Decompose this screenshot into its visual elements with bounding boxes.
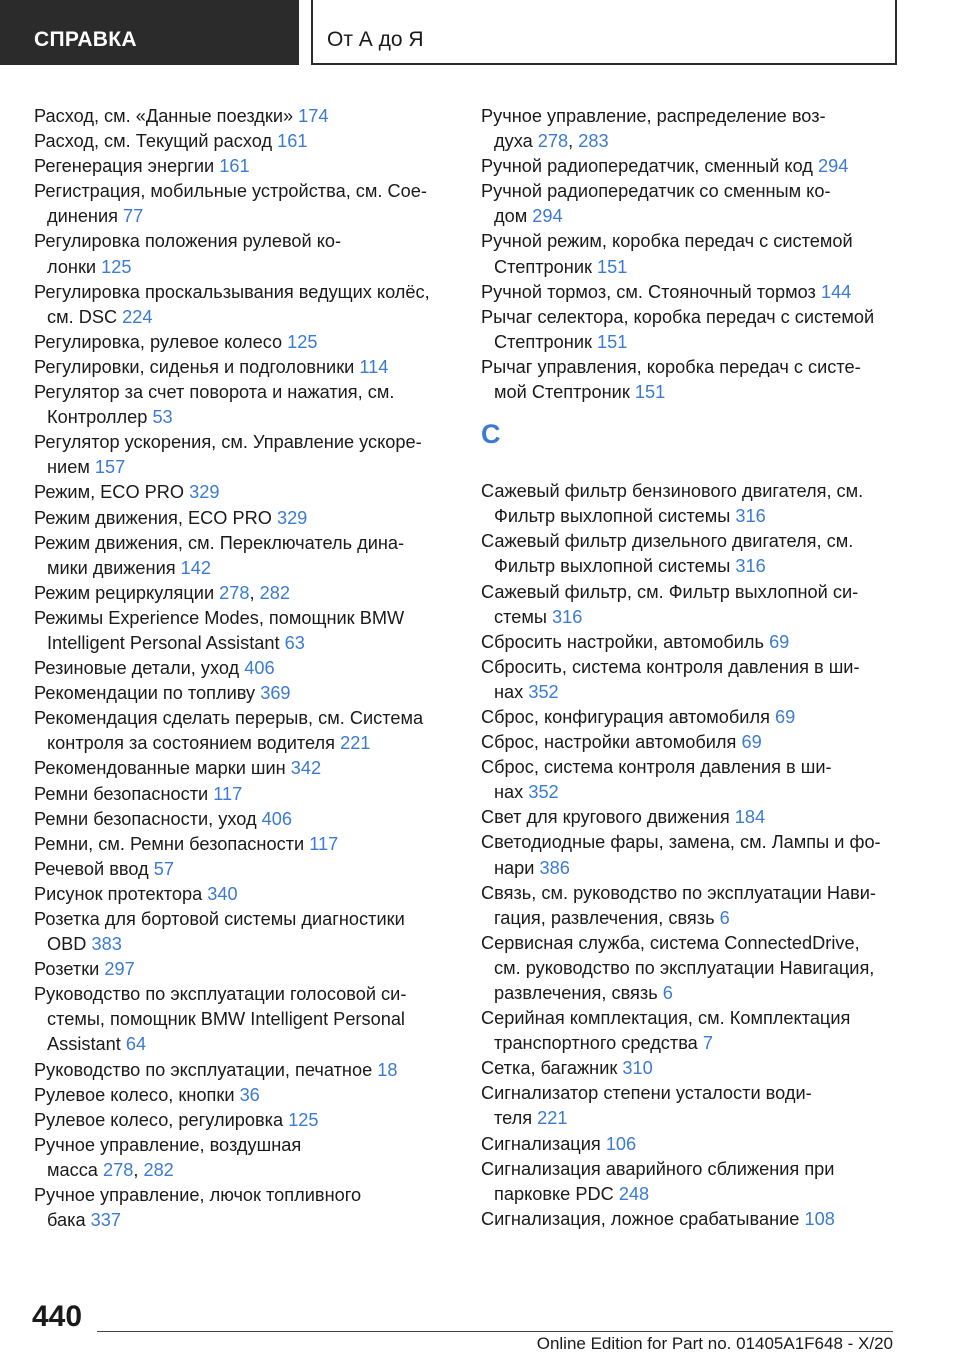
index-entry-text: Assistant [47, 1034, 121, 1055]
page-reference-link[interactable]: 337 [90, 1210, 122, 1231]
index-entry [481, 805, 901, 830]
index-entry-text: Руководство по эксплуатации голосовой си- [34, 984, 407, 1005]
index-entry [34, 656, 454, 681]
index-entry [481, 1207, 901, 1232]
index-entry [34, 706, 454, 756]
index-entry [34, 280, 454, 330]
index-entry-text: Ручное управление, воздушная [34, 1134, 302, 1155]
page-reference-link[interactable]: 386 [539, 857, 570, 878]
index-entry-text: Сбросить настройки, автомобиль [481, 631, 764, 652]
page-reference-link[interactable]: 406 [261, 808, 293, 829]
index-entry-text: Сброс, конфигурация автомобиля [481, 706, 770, 727]
index-entry [481, 154, 901, 179]
index-entry-text: Регулировка положения рулевой ко- [34, 231, 342, 252]
page-reference-link[interactable]: 282 [143, 1159, 174, 1180]
index-entry [481, 355, 901, 405]
index-entry-text: мой Стептроник [494, 382, 630, 403]
page-reference-link[interactable]: 184 [734, 807, 766, 828]
page-reference-link[interactable]: 248 [618, 1183, 650, 1204]
index-entry: Ручное управление, воздушная масса 278, 282 [34, 1134, 302, 1180]
index-entry [34, 907, 454, 957]
page-reference-link[interactable]: 278 [537, 131, 569, 152]
index-entry-text: Регулировки, сиденья и подголовники [34, 356, 355, 377]
index-entry-text: Режим движения, см. Переключатель дина- [34, 532, 405, 553]
index-entry [34, 154, 454, 179]
page-reference-link[interactable]: 278 [102, 1159, 134, 1180]
page-reference-link[interactable]: 294 [817, 156, 849, 177]
index-entry-text: Ручной радиопередатчик со сменным ко- [481, 181, 831, 202]
index-entry-text: лонки [47, 256, 97, 277]
page-reference-link[interactable]: 278 [219, 582, 250, 603]
index-entry-text: Рулевое колесо, регулировка [34, 1109, 284, 1130]
index-entry-text: Сброс, система контроля давления в ши- [481, 757, 832, 778]
index-entry [34, 857, 454, 882]
index-entry-text: Ремни безопасности, уход [34, 808, 257, 829]
page-reference-link[interactable]: 224 [122, 306, 153, 327]
index-entry-text: Контроллер [47, 407, 148, 428]
index-entry [481, 580, 901, 630]
page-reference-link[interactable]: 340 [207, 883, 238, 904]
index-entry-text: Регулировка проскальзывания ведущих колёс, [34, 281, 430, 302]
index-entry [34, 1183, 454, 1233]
index-entry-text: Стептроник [494, 331, 592, 352]
index-entry-text: духа [494, 131, 533, 152]
index-entry-text: Intelligent Personal Assistant [47, 632, 280, 653]
index-entry-text: нием [47, 457, 90, 478]
header-subsection-title: От А до Я [327, 28, 424, 51]
index-entry-text: дом [494, 206, 528, 227]
index-entry-text: динения [47, 206, 118, 227]
index-entry-text: Регулятор за счет поворота и нажатия, см. [34, 382, 395, 403]
index-entry [34, 982, 454, 1057]
page-reference-link[interactable]: 117 [309, 833, 339, 854]
page-reference-link[interactable]: 161 [219, 156, 250, 177]
index-entry [34, 832, 454, 857]
index-entry [34, 104, 454, 129]
page-reference-link[interactable]: 108 [804, 1208, 835, 1229]
index-entry [481, 179, 901, 229]
index-entry [34, 807, 454, 832]
index-entry-text: парковке PDC [494, 1183, 614, 1204]
index-entry [34, 229, 454, 279]
page-reference-link[interactable]: 69 [775, 706, 796, 727]
index-entry-text: Ручной режим, коробка передач с системой [481, 231, 853, 252]
index-entry [481, 830, 901, 880]
index-entry-text: Резиновые детали, уход [34, 658, 240, 679]
index-entry-text: Режимы Experience Modes, помощник BMW [34, 607, 405, 628]
footer-divider [97, 1331, 893, 1332]
index-entry [481, 229, 901, 279]
index-entry-text: Фильтр выхлопной системы [494, 556, 731, 577]
index-entry-text: Серийная комплектация, см. Комплектация [481, 1008, 851, 1029]
page-reference-link[interactable]: 63 [284, 632, 305, 653]
page-reference-link[interactable]: 142 [180, 557, 212, 578]
index-entry [34, 782, 454, 807]
index-entry [34, 531, 454, 581]
page-reference-link[interactable]: 36 [239, 1084, 260, 1105]
index-entry-text: Рекомендованные марки шин [34, 758, 286, 779]
index-entry [34, 681, 454, 706]
index-entry-text: Ручной радиопередатчик, сменный код [481, 156, 813, 177]
page-reference-link[interactable]: 114 [359, 356, 389, 377]
index-entry-text: нари [494, 857, 535, 878]
index-entry [481, 1006, 901, 1056]
index-entry-text: Сигнализация, ложное срабатывание [481, 1208, 800, 1229]
page-reference-link[interactable]: 282 [259, 582, 290, 603]
page-reference-link[interactable]: 383 [91, 934, 122, 955]
index-entry-text: Режим, ECO PRO [34, 482, 185, 503]
page-reference-link[interactable]: 329 [276, 507, 308, 528]
index-entry [34, 882, 454, 907]
index-column-right [481, 104, 901, 1232]
index-entry-text: см. DSC [47, 306, 118, 327]
page-reference-link[interactable]: 221 [537, 1108, 568, 1129]
index-entry-text: Расход, см. Текущий расход [34, 131, 273, 152]
index-entry-text: Сброс, настройки автомобиля [481, 732, 737, 753]
page-reference-link[interactable]: 294 [532, 206, 563, 227]
page-reference-link[interactable]: 57 [153, 858, 174, 879]
index-entry-text: Рычаг управления, коробка передач с систе- [481, 356, 861, 377]
index-entry-text: Рулевое колесо, кнопки [34, 1084, 235, 1105]
index-entry-text: Связь, см. руководство по эксплуатации Нави- [481, 882, 876, 903]
index-entry [481, 305, 901, 355]
page-reference-link[interactable]: 283 [578, 131, 609, 152]
index-entry [34, 430, 454, 480]
page-reference-link[interactable]: 125 [287, 331, 318, 352]
page-reference-link[interactable]: 64 [125, 1034, 147, 1055]
index-entry: Ручное управление, распределение воз- духа 278, 283 [481, 106, 826, 152]
header-section-tab [0, 0, 299, 65]
page-reference-link[interactable]: 69 [769, 631, 790, 652]
index-entry-text: нах [494, 681, 524, 702]
index-entry [34, 129, 454, 154]
index-entry-text: Регенерация энергии [34, 156, 215, 177]
page-reference-link[interactable]: 125 [101, 256, 132, 277]
index-entry-text: Рычаг селектора, коробка передач с системой [481, 306, 875, 327]
index-entry-text: Сажевый фильтр дизельного двигателя, см. [481, 531, 854, 552]
index-entry-text: контроля за состоянием водителя [47, 733, 336, 754]
index-entry-text: Рисунок протектора [34, 883, 203, 904]
index-entry-text: Светодиодные фары, замена, см. Лампы и фо- [481, 832, 881, 853]
index-entry-text: Режим рециркуляции [34, 582, 215, 603]
index-entry [481, 630, 901, 655]
index-entry-text: бака [47, 1210, 86, 1231]
index-entry-text: Ремни, см. Ремни безопасности [34, 833, 305, 854]
index-entry-text: Ручное управление, лючок топливного [34, 1185, 362, 1206]
index-entry-text: Рекомендации по топливу [34, 683, 256, 704]
index-entry-text: Розетка для бортовой системы диагностики [34, 909, 405, 929]
index-entry-text: OBD [47, 934, 87, 955]
index-entry-text: см. руководство по эксплуатации Навигация, [494, 957, 875, 978]
index-entry-text: развлечения, связь [494, 983, 658, 1003]
index-entry [34, 355, 454, 380]
index-entry-text: Сбросить, система контроля давления в ши- [481, 656, 860, 677]
index-entry-text: гация, развлечения, связь [494, 907, 715, 928]
page-reference-link[interactable]: 106 [605, 1133, 637, 1154]
index-entry [34, 606, 454, 656]
index-entry-text: Стептроник [494, 256, 592, 277]
index-entry: Режим рециркуляции 278, 282 [34, 582, 290, 603]
index-entry-text: транспортного средства [494, 1033, 698, 1054]
index-entry [481, 755, 901, 805]
index-entry-text: мики движения [47, 557, 176, 578]
page-reference-link[interactable]: 7 [702, 1033, 713, 1054]
page-reference-link[interactable]: 352 [528, 782, 559, 803]
page-reference-link[interactable]: 342 [290, 758, 322, 779]
index-entry [34, 330, 454, 355]
index-entry-text: масса [47, 1159, 98, 1180]
index-entry-text: Сигнализация аварийного сближения при [481, 1158, 835, 1179]
index-entry-text: Расход, см. «Данные поездки» [34, 106, 294, 126]
index-entry-text: Свет для кругового движения [481, 807, 730, 828]
page-reference-link[interactable]: 406 [244, 658, 275, 679]
index-entry [481, 730, 901, 755]
page-reference-link[interactable]: 6 [662, 983, 673, 1003]
page-reference-link[interactable]: 316 [551, 606, 583, 627]
page-reference-link[interactable]: 316 [735, 556, 766, 577]
index-letter-heading: С [481, 419, 501, 450]
page-reference-link[interactable]: 369 [260, 683, 291, 704]
index-entry-text: Речевой ввод [34, 858, 149, 879]
index-entry-text: Сигнализатор степени усталости води- [481, 1083, 812, 1104]
page-reference-link[interactable]: 125 [288, 1109, 319, 1130]
index-entry [34, 179, 454, 229]
index-entry [34, 1083, 454, 1108]
index-entry-text: Режим движения, ECO PRO [34, 507, 272, 528]
index-entry [481, 479, 901, 529]
index-entry-text: Руководство по эксплуатации, печатное [34, 1059, 373, 1080]
page-reference-link[interactable]: 18 [377, 1059, 398, 1080]
page-reference-link[interactable]: 297 [104, 959, 135, 980]
index-entry [481, 881, 901, 931]
index-entry-text: Сигнализация [481, 1133, 601, 1154]
page-reference-link[interactable]: 310 [622, 1058, 653, 1079]
index-entry-text: Регулятор ускорения, см. Управление ускоре- [34, 432, 422, 453]
page-reference-link[interactable]: 352 [528, 681, 559, 702]
index-entry [481, 655, 901, 705]
page-reference-link[interactable]: 157 [94, 457, 126, 478]
index-entry-text: Регистрация, мобильные устройства, см. Сое- [34, 181, 427, 202]
page-reference-link[interactable]: 151 [597, 331, 628, 352]
page-reference-link[interactable]: 117 [213, 783, 243, 804]
header-section-title: СПРАВКА [34, 28, 137, 51]
index-entry [34, 380, 454, 430]
index-entry [481, 529, 901, 579]
page-reference-link[interactable]: 329 [189, 482, 220, 503]
header-subsection-tab [311, 0, 897, 65]
index-entry [481, 1157, 901, 1207]
index-entry-text: Сервисная служба, система ConnectedDrive, [481, 932, 860, 953]
index-entry-text: Регулировка, рулевое колесо [34, 331, 283, 352]
index-entry-text: стемы [494, 606, 547, 627]
index-entry-text: нах [494, 782, 524, 803]
index-entry-text: теля [494, 1108, 533, 1129]
page-reference-link[interactable]: 6 [719, 907, 730, 928]
index-entry [481, 931, 901, 1006]
index-entry [481, 280, 901, 305]
index-entry-text: Рекомендация сделать перерыв, см. Система [34, 708, 424, 729]
page-reference-link[interactable]: 144 [820, 281, 852, 302]
page-reference-link[interactable]: 174 [298, 106, 329, 126]
index-entry-text: Ремни безопасности [34, 783, 209, 804]
index-entry [34, 506, 454, 531]
index-entry-text: Ручное управление, распределение воз- [481, 106, 826, 126]
index-entry [481, 1081, 901, 1131]
index-column-left [34, 104, 454, 1233]
page-reference-link[interactable]: 53 [152, 407, 173, 428]
index-entry-text: Розетки [34, 959, 100, 980]
page-reference-link[interactable]: 151 [634, 382, 666, 403]
index-entry-text: Сетка, багажник [481, 1058, 618, 1079]
footer-edition-text: Online Edition for Part no. 01405A1F648 - X/20 [536, 1334, 893, 1353]
page-reference-link[interactable]: 221 [340, 733, 371, 754]
index-entry-text: Сажевый фильтр бензинового двигателя, см. [481, 481, 864, 502]
index-entry-text: стемы, помощник BMW Intelligent Personal [47, 1009, 405, 1030]
index-entry [481, 1132, 901, 1157]
index-entry [34, 1058, 454, 1083]
index-entry [34, 1108, 454, 1133]
index-entry-text: Ручной тормоз, см. Стояночный тормоз [481, 281, 816, 302]
page-reference-link[interactable]: 316 [735, 506, 766, 527]
index-entry [34, 756, 454, 781]
index-entry-text: Фильтр выхлопной системы [494, 506, 731, 527]
index-entry-text: Сажевый фильтр, см. Фильтр выхлопной си- [481, 581, 859, 602]
page-reference-link[interactable]: 77 [123, 206, 144, 227]
index-entry [481, 705, 901, 730]
page-reference-link[interactable]: 69 [741, 732, 762, 753]
index-entry [34, 957, 454, 982]
index-entry [481, 1056, 901, 1081]
page-reference-link[interactable]: 161 [277, 131, 308, 152]
index-entry [34, 480, 454, 505]
page-number: 440 [32, 1300, 83, 1333]
page-reference-link[interactable]: 151 [597, 256, 628, 277]
